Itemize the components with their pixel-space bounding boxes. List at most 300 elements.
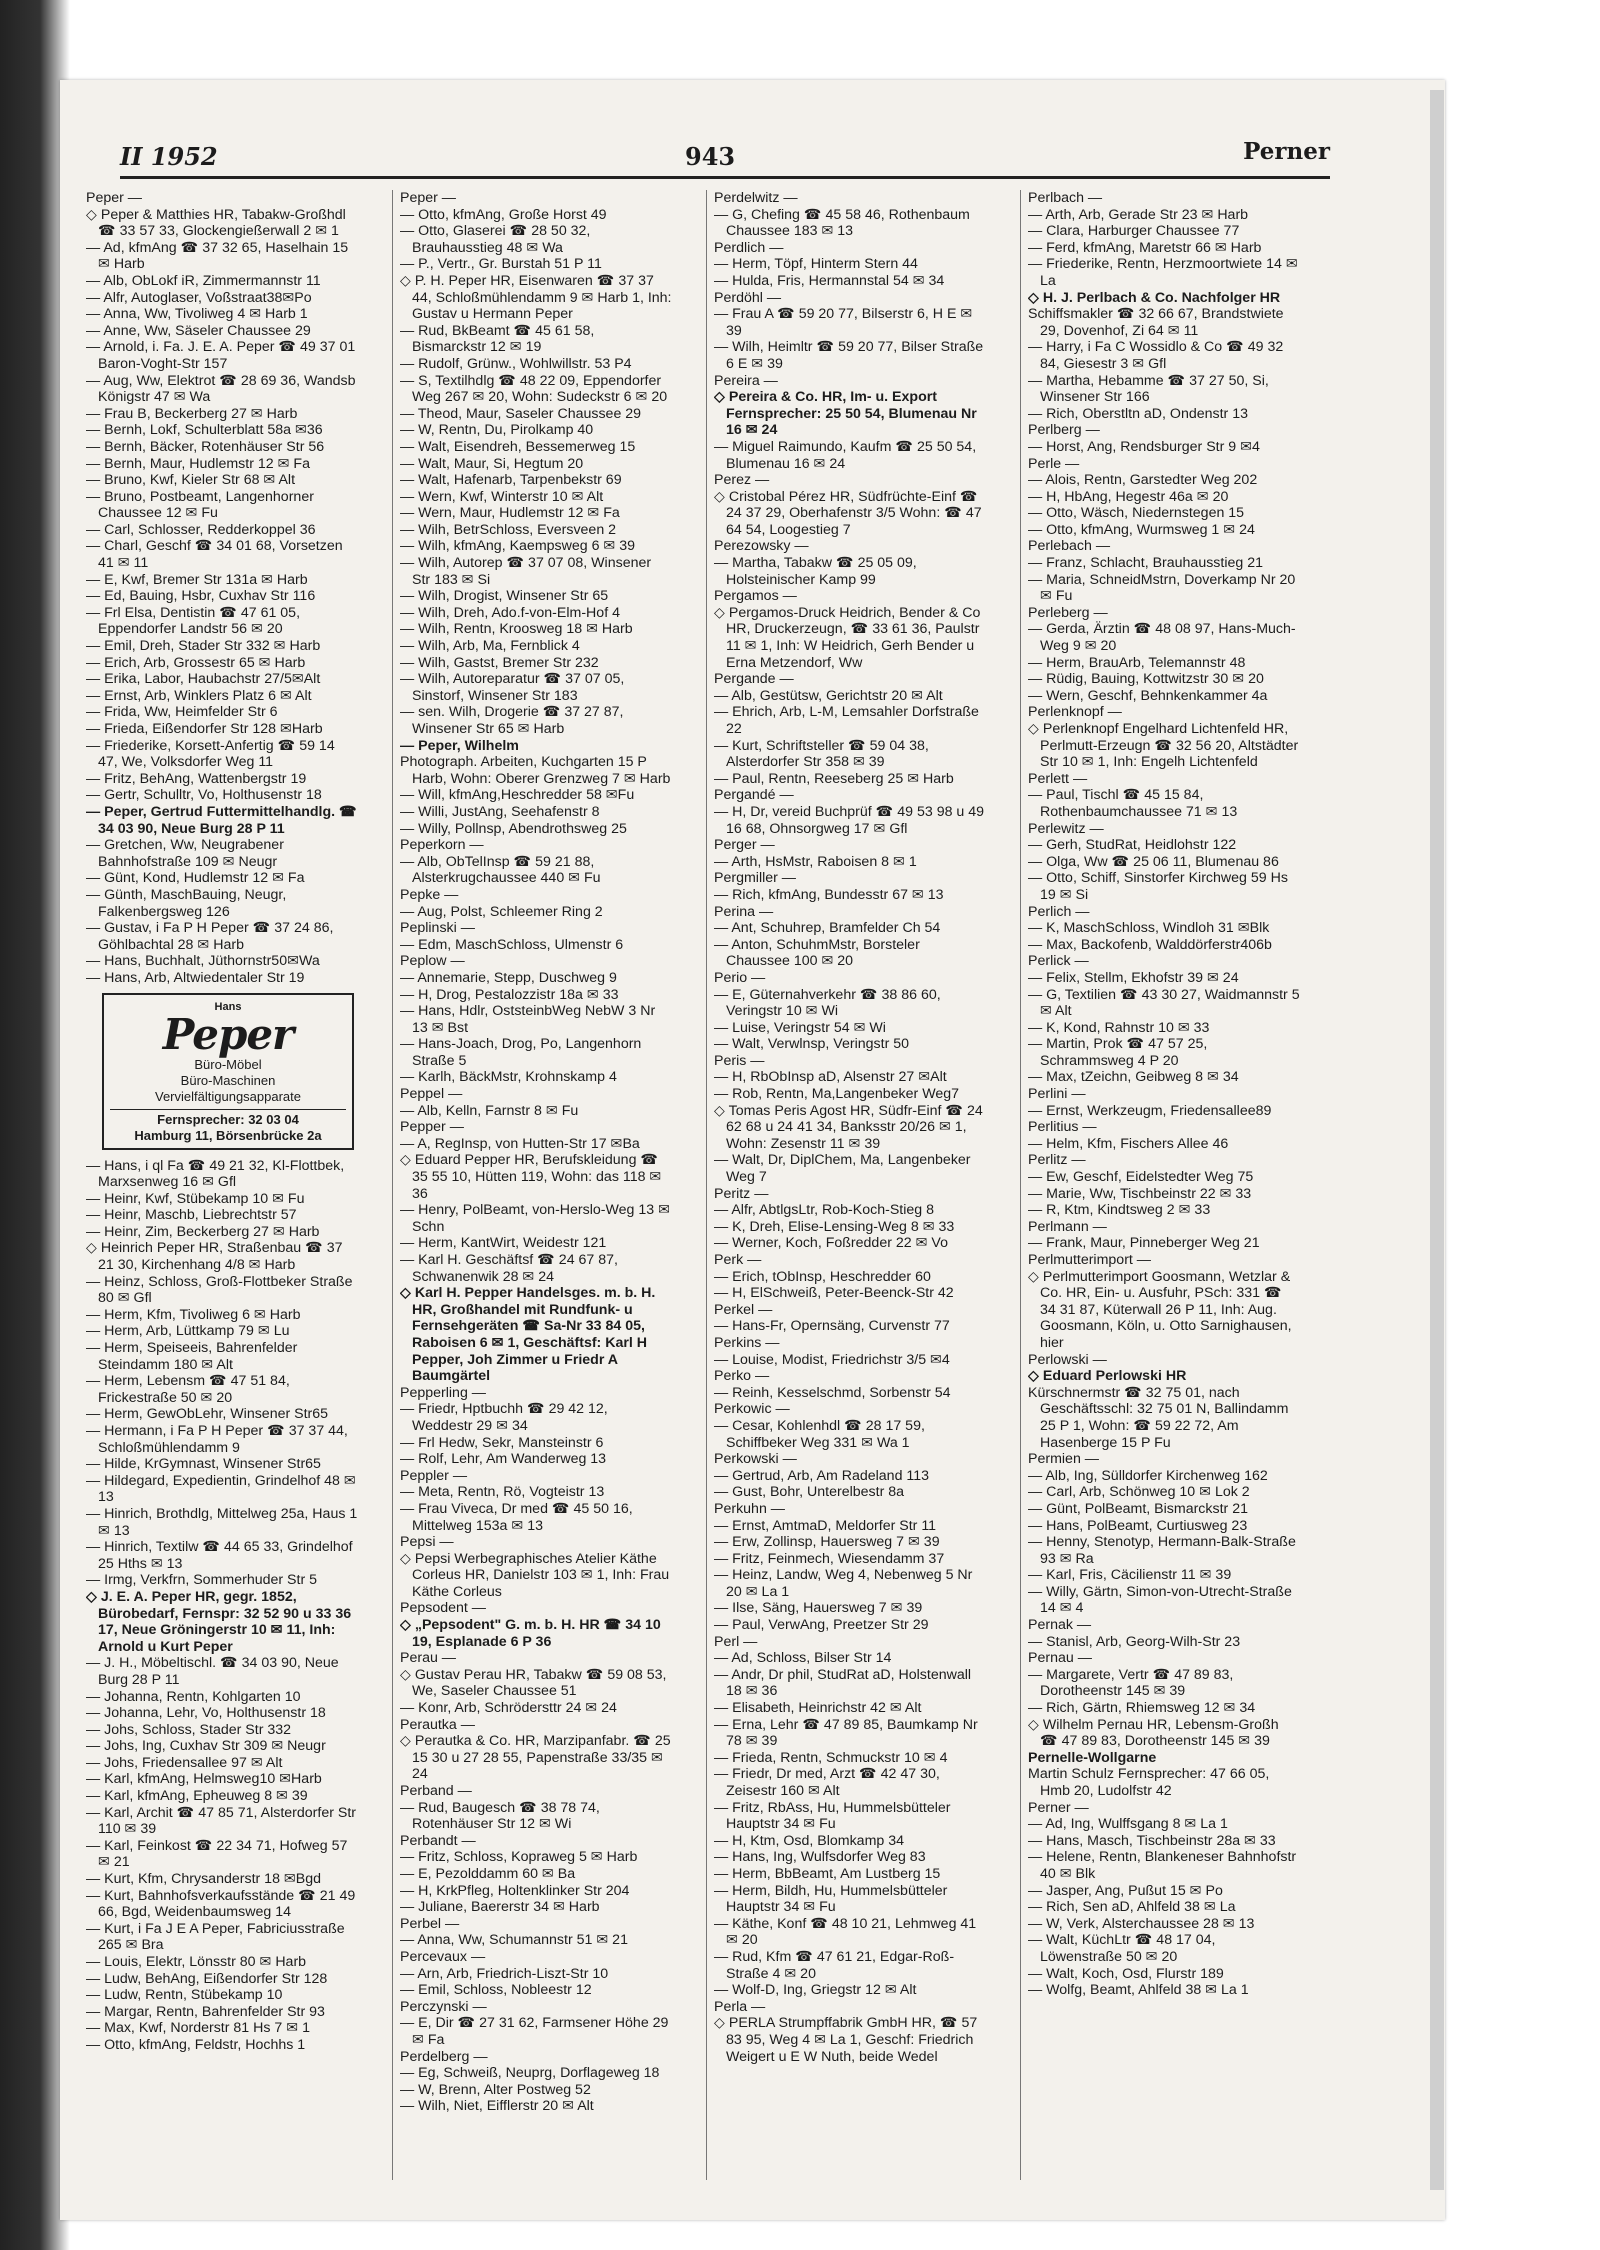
directory-entry: — Bruno, Postbeamt, Langenhorner Chaussee 12 ✉ Fu (86, 488, 314, 522)
directory-entry: — Rudolf, Grünw., Wohlwillstr. 53 P4 (400, 355, 632, 372)
directory-entry: — H, Drog, Pestalozzistr 18a ✉ 33 (400, 986, 619, 1003)
directory-entry: — Alfr, Autoglaser, Voßstraat38✉Po (86, 289, 312, 306)
directory-entry: — Paul, Tischl ☎ 45 15 84, Rothenbaumchaussee 71 ✉ 13 (1028, 787, 1238, 820)
ad-rule (110, 1109, 346, 1110)
column-1-entries-a (86, 190, 358, 987)
surname-heading: Pergamos — (714, 588, 797, 605)
directory-entry: — Rolf, Lehr, Am Wanderweg 13 (400, 1451, 607, 1468)
directory-entry: — Heinr, Maschb, Liebrechtstr 57 (86, 1207, 297, 1224)
directory-entry: — Karl, Fris, Cäcilienstr 11 ✉ 39 (1028, 1567, 1232, 1584)
directory-entry: — Frl Hedw, Sekr, Mansteinstr 6 (400, 1434, 604, 1451)
directory-entry: — Franz, Schlacht, Brauhausstieg 21 (1028, 555, 1264, 572)
directory-entry: — Günt, PolBeamt, Bismarckstr 21 (1028, 1500, 1248, 1517)
directory-entry: — S, Textilhdlg ☎ 48 22 09, Eppendorfer Weg 267 ✉ 20, Wohn: Sudeckstr 6 ✉ 20 (400, 372, 668, 406)
directory-entry: — Erich, tObInsp, Heschredder 60 (714, 1268, 931, 1285)
surname-heading: Perner — (1028, 1799, 1089, 1816)
directory-entry: — Bernh, Maur, Hudlemstr 12 ✉ Fa (86, 455, 310, 472)
directory-entry: — Wilh, BetrSchloss, Eversveen 2 (400, 521, 617, 538)
directory-entry: — Rich, Gärtn, Rhiemsweg 12 ✉ 34 (1028, 1700, 1256, 1717)
directory-entry: — Hinrich, Textilw ☎ 44 65 33, Grindelhof 25 Hths ✉ 13 (86, 1539, 353, 1572)
directory-entry: — Ad, Schloss, Bilser Str 14 (714, 1650, 892, 1667)
directory-entry: — Ernst, AmtmaD, Meldorfer Str 11 (714, 1517, 937, 1534)
directory-entry: — Erika, Labor, Haubachstr 27/5✉Alt (86, 671, 321, 688)
surname-heading: Perkowski — (714, 1451, 797, 1468)
directory-entry: — Wern, Kwf, Winterstr 10 ✉ Alt (400, 488, 604, 505)
surname-heading: Perger — (714, 837, 775, 854)
surname-heading: Perdelwitz — (714, 190, 798, 206)
surname-heading: Perlebach — (1028, 538, 1111, 555)
directory-entry: — Günt, Kond, Hudlemstr 12 ✉ Fa (86, 870, 305, 887)
surname-heading: Perlitius — (1028, 1119, 1097, 1136)
directory-entry: — E, Güternahverkehr ☎ 38 86 60, Veringstr 10 ✉ Wi (714, 986, 941, 1020)
directory-entry: — Helm, Kfm, Fischers Allee 46 (1028, 1135, 1229, 1152)
ad-line: Büro-Maschinen (180, 1072, 276, 1088)
directory-entry: — H, Ktm, Osd, Blomkamp 34 (714, 1832, 905, 1849)
directory-entry: — Walt, Verwlnsp, Veringstr 50 (714, 1036, 910, 1053)
directory-entry: — Ad, kfmAng ☎ 37 32 65, Haselhain 15 ✉ Harb (86, 239, 349, 273)
surname-heading: Peplow — (400, 953, 465, 970)
directory-entry: — G, Textilien ☎ 43 30 27, Waidmannstr 5 ✉ Alt (1028, 986, 1300, 1020)
surname-heading: Perezowsky — (714, 538, 809, 555)
directory-entry: — K, Dreh, Elise-Lensing-Weg 8 ✉ 33 (714, 1218, 955, 1235)
surname-heading: Perleberg — (1028, 604, 1108, 621)
surname-heading: Peppel — (400, 1086, 463, 1103)
directory-entry: — Felix, Stellm, Ekhofstr 39 ✉ 24 (1028, 969, 1239, 986)
surname-heading: Peper — (400, 190, 456, 206)
surname-heading: Perlenknopf — (1028, 704, 1122, 721)
directory-entry: — Walt, KüchLtr ☎ 48 17 04, Löwenstraße 50 ✉ 20 (1028, 1932, 1216, 1965)
directory-entry: — K, Kond, Rahnstr 10 ✉ 33 (1028, 1019, 1210, 1036)
directory-entry: — Cesar, Kohlenhdl ☎ 28 17 59, Schiffbeker Weg 331 ✉ Wa 1 (714, 1417, 925, 1451)
surname-heading: Perlich — (1028, 903, 1090, 920)
directory-entry: — Herm, Kfm, Tivoliweg 6 ✉ Harb (86, 1306, 301, 1323)
directory-entry: — Arth, Arb, Gerade Str 23 ✉ Harb (1028, 206, 1249, 223)
directory-entry: — Gretchen, Ww, Neugrabener Bahnhofstraße 109 ✉ Neugr (86, 837, 284, 870)
surname-heading: Perlett — (1028, 770, 1088, 787)
surname-heading: Peper — (86, 190, 142, 206)
column-3 (714, 190, 986, 2185)
directory-entry: — Johanna, Lehr, Vo, Holthusenstr 18 (86, 1705, 326, 1722)
directory-entry: — Anna, Ww, Schumannstr 51 ✉ 21 (400, 1932, 628, 1949)
directory-entry: — Olga, Ww ☎ 25 06 11, Blumenau 86 (1028, 853, 1279, 870)
directory-entry: — Hans-Fr, Opernsäng, Curvenstr 77 (714, 1318, 950, 1335)
directory-entry: — Wilh, Heimltr ☎ 59 20 77, Bilser Straße 6 E ✉ 39 (714, 339, 984, 372)
surname-heading: Pereira — (714, 372, 778, 389)
directory-entry: — Charl, Geschf ☎ 34 01 68, Vorsetzen 41 ✉ 11 (86, 538, 343, 572)
directory-entry: — Clara, Harburger Chaussee 77 (1028, 223, 1240, 240)
directory-entry: — Horst, Ang, Rendsburger Str 9 ✉4 (1028, 438, 1260, 455)
directory-entry: — Rüdig, Bauing, Kottwitzstr 30 ✉ 20 (1028, 671, 1264, 688)
directory-entry: — Frieda, Eißendorfer Str 128 ✉Harb (86, 721, 323, 737)
ad-logo: Peper (162, 1009, 294, 1059)
directory-entry: — Margarete, Vertr ☎ 47 89 83, Dorotheenstr 145 ✉ 39 (1028, 1666, 1234, 1700)
directory-entry: — Alois, Rentn, Garstedter Weg 202 (1028, 472, 1258, 489)
directory-entry: — Hermann, i Fa P H Peper ☎ 37 37 44, Schloßmühlendamm 9 (86, 1423, 348, 1456)
directory-entry: — Hans, Masch, Tischbeinstr 28a ✉ 33 (1028, 1832, 1276, 1849)
surname-heading: Peplinski — (400, 920, 475, 937)
directory-entry: — Frau Viveca, Dr med ☎ 45 50 16, Mittelweg 153a ✉ 13 (400, 1500, 633, 1534)
directory-entry: — Frau B, Beckerberg 27 ✉ Harb (86, 405, 298, 422)
directory-entry: — Johs, Friedensallee 97 ✉ Alt (86, 1754, 283, 1771)
directory-entry: — Johs, Ing, Cuxhav Str 309 ✉ Neugr (86, 1738, 326, 1755)
directory-entry: — Otto, kfmAng, Wurmsweg 1 ✉ 24 (1028, 521, 1255, 538)
surname-heading: Perlbach — (1028, 190, 1103, 206)
directory-entry: — Herm, GewObLehr, Winsener Str65 (86, 1406, 329, 1423)
directory-entry: — W, Rentn, Du, Pirolkamp 40 (400, 422, 594, 439)
directory-entry: — Johs, Schloss, Stader Str 332 (86, 1721, 292, 1738)
directory-entry: — Friederike, Korsett-Anfertig ☎ 59 14 47, We, Volksdorfer Weg 11 (86, 737, 335, 771)
directory-entry: — Karl, kfmAng, Epheuweg 8 ✉ 39 (86, 1788, 308, 1805)
directory-entry: — Max, Backofenb, Walddörferstr406b (1028, 936, 1272, 953)
directory-entry: — Frida, Ww, Heimfelder Str 6 (86, 704, 278, 721)
directory-entry: — Herm, Lebensm ☎ 47 51 84, Frickestraße 50 ✉ 20 (86, 1373, 290, 1406)
directory-entry: — Heinz, Schloss, Groß-Flottbeker Straße 80 ✉ Gfl (86, 1273, 353, 1307)
directory-entry: — Alb, Ing, Sülldorfer Kirchenweg 162 (1028, 1467, 1268, 1484)
directory-entry: — Ilse, Säng, Hauersweg 7 ✉ 39 (714, 1600, 923, 1617)
directory-entry: — G, Chefing ☎ 45 58 46, Rothenbaum Chaussee 183 ✉ 13 (714, 206, 970, 240)
directory-entry: — Kurt, Schriftsteller ☎ 59 04 38, Alsterdorfer Str 358 ✉ 39 (714, 737, 929, 771)
page-header (120, 138, 1330, 179)
directory-entry: — Alb, Kelln, Farnstr 8 ✉ Fu (400, 1102, 579, 1119)
surname-heading: Perk — (714, 1252, 762, 1268)
directory-entry: — Henny, Stenotyp, Hermann-Balk-Straße 93 ✉ Ra (1028, 1534, 1296, 1567)
directory-entry: — Arn, Arb, Friedrich-Liszt-Str 10 (400, 1965, 609, 1982)
surname-heading: Perio — (714, 969, 766, 986)
directory-entry: — Hans, Hdlr, OststeinbWeg NebW 3 Nr 13 ✉ Bst (400, 1003, 656, 1036)
surname-heading: Perlmann — (1028, 1218, 1107, 1235)
directory-entry: — Marie, Ww, Tischbeinstr 22 ✉ 33 (1028, 1185, 1252, 1202)
directory-entry: — Frank, Maur, Pinneberger Weg 21 (1028, 1235, 1260, 1252)
surname-heading: Perlberg — (1028, 422, 1100, 439)
surname-heading: Perband — (400, 1783, 472, 1799)
directory-entry: ◇ H. J. Perlbach & Co. Nachfolger HR (1028, 289, 1281, 306)
surname-heading: Perau — (400, 1650, 456, 1667)
directory-entry: — A, RegInsp, von Hutten-Str 17 ✉Ba (400, 1135, 640, 1152)
surname-heading: Pergandé — (714, 787, 794, 804)
directory-entry: — Miguel Raimundo, Kaufm ☎ 25 50 54, Blumenau 16 ✉ 24 (714, 438, 977, 472)
surname-heading: Perina — (714, 903, 774, 920)
directory-entry: — Wilh, Rentn, Kroosweg 18 ✉ Harb (400, 621, 633, 638)
directory-entry: — Meta, Rentn, Rö, Vogteistr 13 (400, 1484, 605, 1501)
surname-heading: Pepke — (400, 886, 459, 903)
directory-entry: — Gertr, Schulltr, Vo, Holthusenstr 18 (86, 787, 322, 804)
column-2 (400, 190, 672, 2185)
directory-entry: — Karl H. Geschäftsf ☎ 24 67 87, Schwanenwik 28 ✉ 24 (400, 1252, 618, 1285)
surname-heading: Pernau — (1028, 1650, 1092, 1667)
directory-entry: — Louis, Elektr, Lönsstr 80 ✉ Harb (86, 1954, 307, 1970)
directory-entry: — Maria, SchneidMstrn, Doverkamp Nr 20 ✉ Fu (1028, 571, 1296, 605)
directory-entry: — Heinr, Kwf, Stübekamp 10 ✉ Fu (86, 1190, 305, 1207)
surname-heading: Perlick — (1028, 953, 1089, 970)
ad-line: Vervielfältigungsapparate (155, 1088, 301, 1104)
column-divider (706, 190, 707, 2180)
surname-heading: Pepsodent — (400, 1600, 486, 1617)
directory-entry: — Kurt, Bahnhofsverkaufsstände ☎ 21 49 66, Bgd, Weidenbaumsweg 14 (86, 1887, 356, 1921)
directory-entry: ◇ „Pepsodent" G. m. b. H. HR ☎ 34 10 19, Esplanade 6 P 36 (400, 1617, 661, 1650)
directory-entry: — Wolfg, Beamt, Ahlfeld 38 ✉ La 1 (1028, 1982, 1249, 1999)
directory-entry: ◇ Pepsi Werbegraphisches Atelier Käthe Corleus HR, Danielstr 103 ✉ 1, Inh: Frau Käthe Corleus (400, 1550, 670, 1600)
directory-entry: Martin Schulz Fernsprecher: 47 66 05, Hmb 20, Ludolfstr 42 (1028, 1766, 1270, 1799)
directory-entry: ◇ Eduard Pepper HR, Berufskleidung ☎ 35 55 10, Hütten 119, Wohn: das 118 ✉ 36 (400, 1152, 662, 1202)
directory-entry: — Max, Kwf, Norderstr 81 Hs 7 ✉ 1 (86, 2020, 310, 2037)
directory-entry: — Peper, Gertrud Futtermittelhandlg. ☎ 34 03 90, Neue Burg 28 P 11 (86, 803, 357, 837)
directory-entry: — Herm, KantWirt, Weidestr 121 (400, 1235, 607, 1252)
directory-entry: — Theod, Maur, Saseler Chaussee 29 (400, 405, 642, 422)
directory-entry: — Reinh, Kesselschmd, Sorbenstr 54 (714, 1384, 951, 1401)
directory-entry: — Willi, JustAng, Seehafenstr 8 (400, 803, 600, 820)
surname-heading: Perbandt — (400, 1832, 476, 1849)
surname-heading: Pepper — (400, 1119, 464, 1136)
directory-entry: — Heinr, Zim, Beckerberg 27 ✉ Harb (86, 1223, 320, 1240)
directory-entry: — Rob, Rentn, Ma,Langenbeker Weg7 (714, 1086, 960, 1103)
directory-entry: — Kurt, i Fa J E A Peper, Fabriciusstraße 265 ✉ Bra (86, 1920, 345, 1954)
peper-advertisement (102, 993, 354, 1150)
surname-heading: Perdelberg — (400, 2048, 488, 2065)
directory-entry: — Ernst, Arb, Winklers Platz 6 ✉ Alt (86, 687, 312, 704)
surname-heading: Perlewitz — (1028, 820, 1104, 837)
directory-entry: — Karlh, BäckMstr, Krohnskamp 4 (400, 1069, 617, 1086)
directory-entry: — Alfr, AbtlgsLtr, Rob-Koch-Stieg 8 (714, 1202, 935, 1219)
page-edge (1430, 90, 1444, 2190)
surname-heading: Perdlich — (714, 239, 784, 256)
volume-label: II 1952 (120, 142, 218, 171)
directory-entry: — Willy, Pollnsp, Abendrothsweg 25 (400, 820, 627, 837)
directory-entry: — Ludw, Rentn, Stübekamp 10 (86, 1987, 283, 2004)
surname-heading: Perko — (714, 1368, 770, 1385)
directory-entry: — Juliane, Baererstr 34 ✉ Harb (400, 1899, 600, 1916)
directory-entry: — J. H., Möbeltischl. ☎ 34 03 90, Neue Burg 28 P 11 (86, 1655, 339, 1688)
directory-entry: — Elisabeth, Heinrichstr 42 ✉ Alt (714, 1700, 922, 1717)
directory-entry: ◇ Pergamos-Druck Heidrich, Bender & Co HR, Druckerzeugn, ☎ 33 61 36, Paulstr 11 ✉ 1, Inh: W Heidrich, Gerh Bender u Erna Metzendorf, Ww (714, 604, 981, 671)
directory-entry: Schiffsmakler ☎ 32 66 67, Brandstwiete 29, Dovenhof, Zi 64 ✉ 11 (1028, 306, 1284, 339)
directory-entry: — Carl, Arb, Schönweg 10 ✉ Lok 2 (1028, 1484, 1250, 1501)
ad-logo-small: Hans (214, 1000, 242, 1013)
directory-entry: — Jasper, Ang, Pußut 15 ✉ Po (1028, 1882, 1223, 1899)
directory-entry: — Hans, Arb, Altwiedentaler Str 19 (86, 969, 305, 986)
directory-entry: — Emil, Schloss, Nobleestr 12 (400, 1982, 592, 1999)
ad-line: Büro-Möbel (194, 1056, 262, 1072)
directory-entry: — Ad, Ing, Wulffsgang 8 ✉ La 1 (1028, 1816, 1228, 1833)
directory-entry: — Otto, Schiff, Sinstorfer Kirchweg 59 Hs 19 ✉ Si (1028, 870, 1288, 903)
surname-heading: Perkowic — (714, 1401, 790, 1418)
directory-entry: — Rud, Kfm ☎ 47 61 21, Edgar-Roß-Straße 4 ✉ 20 (714, 1948, 955, 1982)
directory-entry: — Gerda, Ärztin ☎ 48 08 97, Hans-Much-Weg 9 ✉ 20 (1028, 621, 1296, 655)
directory-entry: — Ferd, kfmAng, Maretstr 66 ✉ Harb (1028, 239, 1262, 256)
directory-entry: — Martha, Hebamme ☎ 37 27 50, Si, Winsener Str 166 (1028, 372, 1269, 406)
ad-address: Hamburg 11, Börsenbrücke 2a (134, 1127, 322, 1143)
directory-entry: — Hans, PolBeamt, Curtiusweg 23 (1028, 1517, 1248, 1534)
directory-entry: ◇ Heinrich Peper HR, Straßenbau ☎ 37 21 30, Kirchenhang 4/8 ✉ Harb (86, 1240, 343, 1274)
directory-entry: — W, Brenn, Alter Postweg 52 (400, 2081, 591, 2098)
directory-entry: — Friederike, Rentn, Herzmoortwiete 14 ✉ La (1028, 256, 1298, 289)
directory-entry: — Aug, Ww, Elektrot ☎ 28 69 36, Wandsb Königstr 47 ✉ Wa (86, 372, 356, 406)
directory-entry: — Anne, Ww, Säseler Chaussee 29 (86, 322, 311, 339)
directory-entry: — Otto, kfmAng, Große Horst 49 (400, 206, 607, 223)
directory-entry: — Gustav, i Fa P H Peper ☎ 37 24 86, Göhlbachtal 28 ✉ Harb (86, 920, 334, 953)
directory-entry: — Frau A ☎ 59 20 77, Bilserstr 6, H E ✉ 39 (714, 306, 973, 339)
directory-entry: — Louise, Modist, Friedrichstr 3/5 ✉4 (714, 1351, 950, 1368)
directory-entry: — H, KrkPfleg, Holtenklinker Str 204 (400, 1882, 630, 1899)
surname-heading: Perez — (714, 472, 770, 489)
surname-heading: Peris — (714, 1052, 765, 1069)
surname-heading: Perdöhl — (714, 289, 782, 306)
directory-entry: ◇ Cristobal Pérez HR, Südfrüchte-Einf ☎ 24 37 29, Oberhafenstr 3/5 Wohn: ☎ 47 64 54, Loogestieg 7 (714, 488, 982, 538)
directory-entry: — Otto, Glaserei ☎ 28 50 32, Brauhausstieg 48 ✉ Wa (400, 223, 591, 256)
directory-entry: — Walt, Dr, DiplChem, Ma, Langenbeker Weg 7 (714, 1152, 971, 1186)
directory-entry: — Wilh, Drogist, Winsener Str 65 (400, 588, 609, 605)
directory-entry: — Bernh, Bäcker, Rotenhäuser Str 56 (86, 438, 325, 455)
directory-entry: — Alb, ObTelInsp ☎ 59 21 88, Alsterkrugchaussee 440 ✉ Fu (400, 853, 601, 887)
directory-entry: — Anna, Ww, Tivoliweg 4 ✉ Harb 1 (86, 306, 308, 323)
directory-entry: — Helene, Rentn, Blankeneser Bahnhofstr 40 ✉ Blk (1028, 1849, 1297, 1882)
surname-heading: Percevaux — (400, 1948, 486, 1965)
directory-entry: — Karl, Archit ☎ 47 85 71, Alsterdorfer Str 110 ✉ 39 (86, 1804, 357, 1838)
directory-entry: — Ludw, BehAng, Eißendorfer Str 128 (86, 1970, 328, 1987)
directory-entry: — Carl, Schlosser, Redderkoppel 36 (86, 521, 316, 538)
directory-entry: ◇ PERLA Strumpffabrik GmbH HR, ☎ 57 83 95, Weg 4 ✉ La 1, Geschf: Friedrich Weigert u E W Nuth, beide Wedel (714, 2015, 978, 2065)
directory-entry: — Hans, i ql Fa ☎ 49 21 32, Kl-Flottbek, Marxsenweg 16 ✉ Gfl (86, 1157, 345, 1191)
directory-entry: — Ew, Geschf, Eidelstedter Weg 75 (1028, 1169, 1254, 1186)
directory-entry: — Erw, Zollinsp, Hauersweg 7 ✉ 39 (714, 1534, 940, 1551)
directory-entry: — Martha, Tabakw ☎ 25 05 09, Holsteinischer Kamp 99 (714, 555, 917, 588)
directory-entry: ◇ P. H. Peper HR, Eisenwaren ☎ 37 37 44, Schloßmühlendamm 9 ✉ Harb 1, Inh: Gustav u Hermann Peper (400, 272, 672, 323)
directory-entry: — Willy, Gärtn, Simon-von-Utrecht-Straße 14 ✉ 4 (1028, 1583, 1292, 1617)
directory-entry: — Stanisl, Arb, Georg-Wilh-Str 23 (1028, 1633, 1241, 1650)
directory-entry: — Arnold, i. Fa. J. E. A. Peper ☎ 49 37 01 Baron-Voght-Str 157 (86, 339, 356, 372)
directory-entry: ◇ Perlenknopf Engelhard Lichtenfeld HR, Perlmutt-Erzeugn ☎ 32 56 20, Altstädter Str 10 ✉ 1, Inh: Engelh Lichtenfeld (1028, 721, 1299, 771)
directory-entry: — Konr, Arb, Schrödersttr 24 ✉ 24 (400, 1700, 617, 1717)
directory-entry: — K, MaschSchloss, Windloh 31 ✉Blk (1028, 920, 1270, 937)
directory-entry: — Hans, Buchhalt, Jüthornstr50✉Wa (86, 953, 320, 970)
directory-entry: — Irmg, Verkfrn, Sommerhuder Str 5 (86, 1572, 318, 1589)
surname-heading: Perle — (1028, 455, 1080, 472)
column-1 (86, 190, 358, 2185)
directory-entry: — Rud, BkBeamt ☎ 45 61 58, Bismarckstr 12 ✉ 19 (400, 322, 595, 356)
surname-heading: Perbel — (400, 1915, 460, 1932)
directory-entry: — Walt, Eisendreh, Bessemerweg 15 (400, 438, 636, 455)
surname-heading: Perkel — (714, 1301, 773, 1318)
directory-entry: — Hinrich, Brothdlg, Mittelweg 25a, Haus 1 ✉ 13 (86, 1505, 358, 1539)
directory-entry: ◇ Pereira & Co. HR, Im- u. Export Fernsprecher: 25 50 54, Blumenau Nr 16 ✉ 24 (714, 389, 977, 439)
directory-entry: — Margar, Rentn, Bahrenfelder Str 93 (86, 2003, 325, 2020)
directory-entry: — Herm, Speiseeis, Bahrenfelder Steindamm 180 ✉ Alt (86, 1340, 298, 1373)
directory-entry: — Wilh, Autoreparatur ☎ 37 07 05, Sinstorf, Winsener Str 183 (400, 671, 625, 704)
surname-heading: Pepperling — (400, 1384, 486, 1401)
directory-entry: — Herm, Töpf, Hinterm Stern 44 (714, 256, 918, 273)
directory-entry: — Otto, kfmAng, Feldstr, Hochhs 1 (86, 2036, 306, 2053)
directory-entry: — Bruno, Kwf, Kieler Str 68 ✉ Alt (86, 472, 296, 489)
directory-entry: — Wilh, Gastst, Bremer Str 232 (400, 654, 599, 671)
directory-entry: — W, Verk, Alsterchaussee 28 ✉ 13 (1028, 1915, 1255, 1932)
directory-entry: — Hans-Joach, Drog, Po, Langenhorn Straße 5 (400, 1036, 642, 1069)
directory-entry: — Frieda, Rentn, Schmuckstr 10 ✉ 4 (714, 1749, 948, 1766)
directory-entry: — Harry, i Fa C Wossidlo & Co ☎ 49 32 84, Giesestr 3 ✉ Gfl (1028, 339, 1284, 372)
directory-entry: — H, HbAng, Hegestr 46a ✉ 20 (1028, 488, 1229, 505)
directory-entry: — Edm, MaschSchloss, Ulmenstr 6 (400, 936, 624, 953)
directory-entry: — Hilde, KrGymnast, Winsener Str65 (86, 1456, 321, 1473)
directory-entry: — Hans, Ing, Wulfsdorfer Weg 83 (714, 1849, 926, 1866)
surname-heading: Pergmiller — (714, 870, 796, 887)
page-number: 943 (685, 142, 736, 171)
column-2-entries (400, 190, 672, 2115)
directory-entry: Pernelle-Wollgarne (1028, 1749, 1157, 1766)
directory-entry: — Johanna, Rentn, Kohlgarten 10 (86, 1688, 301, 1705)
directory-entry: — Wilh, Niet, Eifflerstr 20 ✉ Alt (400, 2098, 594, 2115)
directory-entry: — E, Dir ☎ 27 31 62, Farmsener Höhe 29 ✉ Fa (400, 2015, 669, 2048)
directory-entry: — P., Vertr., Gr. Burstah 51 P 11 (400, 256, 602, 273)
directory-entry: — Martin, Prok ☎ 47 57 25, Schrammsweg 4 P 20 (1028, 1036, 1208, 1069)
directory-entry: — H, Dr, vereid Buchprüf ☎ 49 53 98 u 49 16 68, Ohnsorgweg 17 ✉ Gfl (714, 803, 985, 837)
directory-entry: — Hulda, Fris, Hermannstal 54 ✉ 34 (714, 272, 945, 289)
surname-heading: Perczynski — (400, 1998, 487, 2015)
directory-entry: — Rich, kfmAng, Bundesstr 67 ✉ 13 (714, 886, 944, 903)
directory-entry: — Karl, kfmAng, Helmsweg10 ✉Harb (86, 1771, 322, 1788)
directory-entry: — Herm, BbBeamt, Am Lustberg 15 (714, 1865, 941, 1882)
directory-entry: — Rich, Sen aD, Ahlfeld 38 ✉ La (1028, 1899, 1236, 1916)
directory-entry: — Herm, Arb, Lüttkamp 79 ✉ Lu (86, 1323, 290, 1340)
directory-entry: — Henry, PolBeamt, von-Herslo-Weg 13 ✉ Schn (400, 1202, 670, 1235)
directory-entry: ◇ Karl H. Pepper Handelsges. m. b. H. HR, Großhandel mit Rundfunk- u Fernsehgeräten ☎ Sa-Nr 33 84 05, Raboisen 6 ✉ 1, Geschäftsf: Karl H Pepper, Joh Zimmer u Friedr A Baumgärtel (400, 1285, 656, 1385)
column-1-entries-b (86, 1158, 358, 2054)
surname-heading: Perl — (714, 1633, 758, 1650)
directory-entry: — Wern, Maur, Hudlemstr 12 ✉ Fa (400, 505, 620, 522)
surname-heading: Perlini — (1028, 1086, 1086, 1103)
directory-entry: — Ant, Schuhrep, Bramfelder Ch 54 (714, 920, 941, 937)
directory-entry: — Fritz, RbAss, Hu, Hummelsbütteler Hauptstr 34 ✉ Fu (714, 1799, 951, 1833)
directory-entry: — Walt, Hafenarb, Tarpenbekstr 69 (400, 472, 622, 489)
surname-heading: Pernak — (1028, 1617, 1092, 1634)
directory-entry: — Friedr, Hptbuchh ☎ 29 42 12, Weddestr 29 ✉ 34 (400, 1401, 608, 1434)
directory-entry: — E, Kwf, Bremer Str 131a ✉ Harb (86, 571, 308, 588)
directory-entry: — Aug, Polst, Schleemer Ring 2 (400, 903, 603, 920)
surname-heading: Perlitz — (1028, 1152, 1086, 1169)
directory-entry: ◇ Wilhelm Pernau HR, Lebensm-Großh ☎ 47 89 83, Dorotheenstr 145 ✉ 39 (1028, 1716, 1279, 1750)
surname-heading: Peppler — (400, 1467, 468, 1484)
surname-heading: Perlmutterimport — (1028, 1252, 1151, 1268)
directory-entry: — Herm, BrauArb, Telemannstr 48 (1028, 654, 1246, 671)
directory-entry: — Erna, Lehr ☎ 47 89 85, Baumkamp Nr 78 ✉ 39 (714, 1716, 978, 1750)
directory-entry: — Walt, Maur, Si, Hegtum 20 (400, 455, 584, 472)
directory-entry: — Alb, ObLokf iR, Zimmermannstr 11 (86, 272, 321, 289)
directory-entry: — Paul, Rentn, Reeseberg 25 ✉ Harb (714, 770, 954, 787)
directory-entry: — Fritz, Schloss, Kopraweg 5 ✉ Harb (400, 1849, 638, 1866)
directory-entry: — Wern, Geschf, Behnkenkammer 4a (1028, 687, 1268, 704)
surname-heading: Permien — (1028, 1451, 1099, 1468)
directory-entry: ◇ Tomas Peris Agost HR, Südfr-Einf ☎ 24 62 68 u 24 41 34, Banksstr 20/26 ✉ 1, Wohn: Zesenstr 11 ✉ 39 (714, 1102, 983, 1152)
directory-entry: — Fritz, BehAng, Wattenbergstr 19 (86, 770, 307, 787)
directory-entry: Photograph. Arbeiten, Kuchgarten 15 P Harb, Wohn: Oberer Grenzweg 7 ✉ Harb (400, 754, 671, 787)
directory-entry: — Hildegard, Expedientin, Grindelhof 48 ✉ 13 (86, 1472, 356, 1506)
directory-entry: — Frl Elsa, Dentistin ☎ 47 61 05, Eppendorfer Landstr 56 ✉ 20 (86, 604, 301, 638)
directory-entry: — Will, kfmAng,Heschredder 58 ✉Fu (400, 787, 635, 804)
directory-entry: — Gerh, StudRat, Heidlohstr 122 (1028, 837, 1237, 854)
directory-entry: Kürschnermstr ☎ 32 75 01, nach Geschäftsschl: 32 75 01 N, Ballindamm 25 P 1, Wohn: ☎ 59 22 72, Am Hasenberge 15 P Fu (1028, 1384, 1289, 1451)
column-4-entries (1028, 190, 1300, 1999)
directory-entry: — Heinz, Landw, Weg 4, Nebenweg 5 Nr 20 ✉ La 1 (714, 1567, 973, 1600)
directory-entry: — H, RbObInsp aD, Alsenstr 27 ✉Alt (714, 1069, 947, 1086)
surname-heading: Perla — (714, 1998, 766, 2015)
directory-entry: — Friedr, Dr med, Arzt ☎ 42 47 30, Zeisestr 160 ✉ Alt (714, 1766, 940, 1799)
directory-entry: — Rud, Baugesch ☎ 38 78 74, Rotenhäuser Str 12 ✉ Wi (400, 1799, 600, 1833)
directory-entry: — Kurt, Kfm, Chrysanderstr 18 ✉Bgd (86, 1871, 322, 1888)
surname-heading: Perautka — (400, 1716, 475, 1733)
surname-heading: Perkuhn — (714, 1500, 785, 1517)
directory-entry: — sen. Wilh, Drogerie ☎ 37 27 87, Winsener Str 65 ✉ Harb (400, 704, 624, 737)
directory-entry: ◇ Eduard Perlowski HR (1028, 1368, 1187, 1385)
directory-entry: — Arth, HsMstr, Raboisen 8 ✉ 1 (714, 853, 917, 870)
directory-entry: — Bernh, Lokf, Schulterblatt 58a ✉36 (86, 422, 323, 439)
directory-entry: — Eg, Schweiß, Neuprg, Dorflageweg 18 (400, 2065, 660, 2082)
